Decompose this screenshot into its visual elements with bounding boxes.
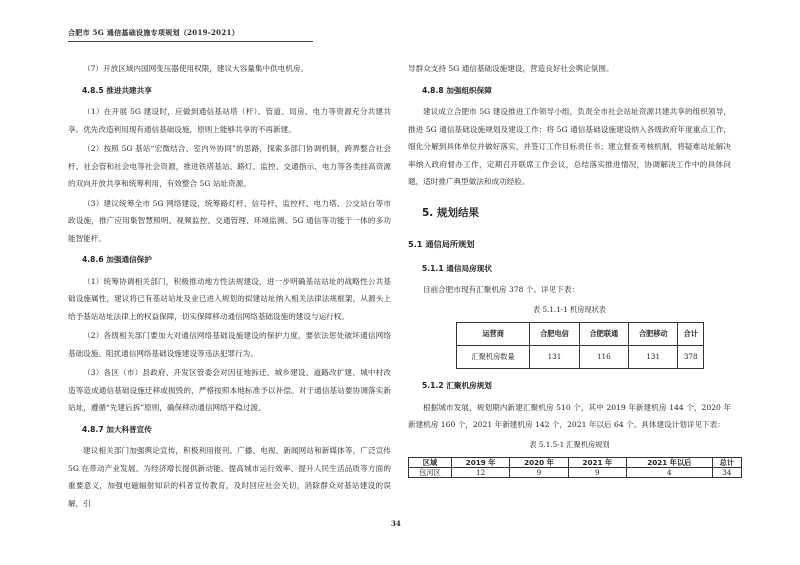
right-column — [408, 60, 735, 478]
table-header-row — [409, 458, 742, 468]
section-heading: 4.8.5 推进共建共享 — [82, 85, 152, 95]
table-header-cell: 运营商 — [457, 323, 530, 346]
table-header-cell: 合肥移动 — [629, 323, 678, 346]
table-cell: 9 — [568, 468, 626, 478]
section-heading: 5.1 通信局所规划 — [408, 239, 475, 249]
table-header-cell: 总计 — [712, 458, 741, 468]
table-header-cell: 2021 年 — [568, 458, 626, 468]
table-cell: 131 — [629, 346, 678, 369]
paragraph: （1）在开展 5G 建设时，应做到通信基站塔（杆）、管道、局房、电力等资源充分共建共享。优先改造利用现有通信基础设施，原则上能够共享的不再新建。 — [68, 107, 391, 134]
section-heading: 4.8.6 加强通信保护 — [82, 255, 152, 264]
left-column — [68, 60, 391, 514]
page-number: 34 — [391, 519, 401, 528]
table-cell: 116 — [579, 346, 628, 369]
section-heading: 4.8.7 加大科普宣传 — [82, 424, 152, 434]
table-cell: 378 — [678, 346, 704, 369]
paragraph: （2）各级相关部门要加大对通信网络基础设施建设的保护力度，要依法惩处破坏通信网络基础设施、阻扰通信网络基础设施建设等违法犯罪行为。 — [68, 331, 391, 358]
section-heading: 4.8.8 加强组织保障 — [422, 85, 492, 95]
table-header-row — [457, 323, 704, 346]
paragraph: （3）建议统筹全市 5G 网络建设，统筹路灯杆、信号杆、监控杆、电力塔、公交站台等市政设施，推广应用集智慧照明、视频监控、交通管理、环境监测、5G 通信等功能于一体的多功能智能杆。 — [68, 198, 391, 243]
table-cell: 12 — [451, 468, 509, 478]
table-cell: 包河区 — [409, 468, 452, 478]
table-cell: 34 — [712, 468, 741, 478]
table-header-cell: 合肥电信 — [530, 323, 579, 346]
machine-room-status-table — [456, 322, 704, 369]
table-cell: 9 — [510, 468, 568, 478]
table-caption: 表 5.1.1-1 机房现状表 — [533, 304, 606, 314]
paragraph: 建议成立合肥市 5G 建设推进工作领导小组，负责全市社会站址资源共建共享的组织领导，推进 5G 通信基础设施规划及建设工作；将 5G 通信基础设施建设纳入各级政府年度重点工作，细化分解到具体单位并做好落实，并签订工作目标责任书；建立督查考核机制，将疑难站址解决率纳入政府督办工作，定期召开联席工作会议，总结落实推进情况，协调解决工作中的具体问题，适时推广典型做法和成功经验。 — [408, 107, 731, 186]
table-header-cell: 2019 年 — [451, 458, 509, 468]
table-cell: 汇聚机房数量 — [457, 346, 530, 369]
table-cell: 131 — [530, 346, 579, 369]
table-header-cell: 合肥联通 — [579, 323, 628, 346]
subsection-heading: 5.1.2 汇聚机房规划 — [422, 381, 492, 390]
machine-room-plan-table — [408, 457, 742, 478]
table-cell: 4 — [627, 468, 713, 478]
document-header: 合肥市 5G 通信基础设施专项规划（2019-2021） — [68, 28, 239, 37]
paragraph: （1）统筹协调相关部门，积极推动地方性法规建设，进一步明确基站站址的战略性公共基础设施属性，建议将已有基站站址及业已进入规划的拟建站址纳入相关法律法规框架，从源头上给予基站站址法律上的权益保障，切实保障移动通信网络基础设施的建设与运行权。 — [68, 276, 391, 321]
table-header-cell: 区域 — [409, 458, 452, 468]
paragraph: （7）开放区域内国网变压器使用权限，建议大容量集中供电机房。 — [83, 64, 309, 73]
header-divider — [68, 41, 313, 42]
paragraph: 根据城市发展，规划期内新建汇聚机房 510 个，其中 2019 年新建机房 144 个，2020 年新建机房 160 个，2021 年新建机房 142 个，2021 年以后 64 个。具体建设计划详见下表： — [408, 402, 731, 429]
table-header-cell: 合计 — [678, 323, 704, 346]
table-row — [457, 346, 704, 369]
paragraph: 建议相关部门加强舆论宣传，积极利用报刊、广播、电视、新闻网站和新媒体等，广泛宣传 5G 在带动产业发展、为经济增长提供新动能、提高城市运行效率、提升人民生活品质等方面的重要意义，加强电磁辐射知识的科普宣传教育，及时回应社会关切，消除群众对基站建设的误解，引 — [68, 446, 391, 508]
paragraph: （2）按照 5G 基站“宏微结合、室内外协同”的思路，探索多部门协调机制，跨界整合社会杆、社会管和社会电等社会资源，推进铁塔基站、路灯、监控、交通指示、电力等各类挂高资源的双向开放共享和统筹利用，有效整合 5G 站址资源。 — [68, 144, 391, 188]
table-row — [409, 468, 742, 478]
table-header-cell: 2020 年 — [510, 458, 568, 468]
paragraph: （3）各区（市）县政府、开发区管委会对因征地拆迁、城乡建设、道路改扩建、城中村改造等造成通信基础设施迁移或损毁的，严格按照本地标准予以补偿。对于通信基站要协调落实新站址，遵循“先建后拆”原则，确保移动通信网络平稳过渡。 — [68, 368, 391, 412]
table-header-cell: 2021 年以后 — [627, 458, 713, 468]
paragraph: 目前合肥市现有汇聚机房 378 个。详见下表： — [423, 285, 580, 294]
paragraph: 导群众支持 5G 通信基础设施建设，营造良好社会舆论氛围。 — [408, 64, 614, 73]
table-caption: 表 5.1.5-1 汇聚机房规划 — [529, 439, 610, 449]
subsection-heading: 5.1.1 通信局房现状 — [422, 263, 492, 273]
chapter-heading: 5. 规划结果 — [422, 206, 479, 219]
